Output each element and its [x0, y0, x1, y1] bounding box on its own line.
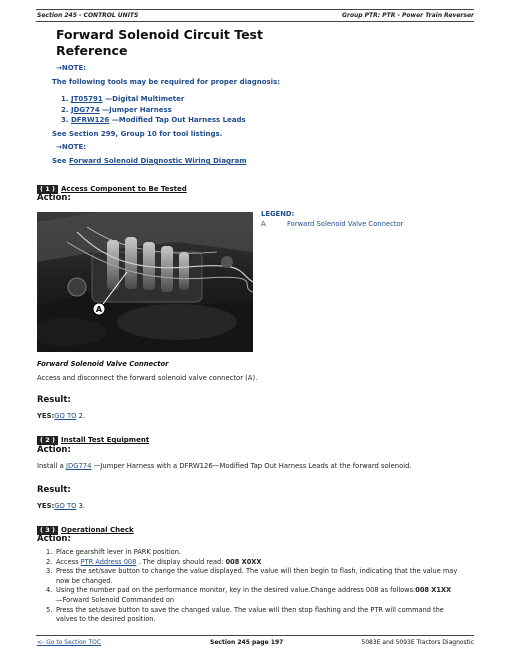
step-number: ( 1 ): [37, 185, 58, 194]
list-item: 2. Access PTR Address 008 . The display should read: 008 X0XX: [46, 557, 262, 566]
tool-item: 3. DFRW126 —Modified Tap Out Harness Leads: [61, 116, 246, 124]
component-photo: [37, 212, 253, 352]
step-title[interactable]: Operational Check: [61, 526, 134, 534]
photo-callout-a: A: [95, 305, 103, 314]
tool-link-jdg774[interactable]: JDG774: [70, 105, 100, 114]
action-heading: Action:: [37, 445, 71, 455]
tool-item: 1. JT05791 —Digital Multimeter: [61, 95, 185, 103]
step-2-result: YES:GO TO 3.: [37, 502, 86, 510]
legend: [261, 210, 403, 229]
ptr-address-link[interactable]: PTR Address 008: [80, 557, 137, 566]
list-item-continued: valves to the desired position.: [56, 615, 156, 624]
list-item-continued: —Forward Solenoid Commanded on: [56, 595, 175, 604]
tool-item: 2. JDG774 —Jumper Harness: [61, 105, 172, 114]
see-section-note: See Section 299, Group 10 for tool listings.: [52, 130, 223, 138]
step-2-action-text: Install a JDG774 —Jumper Harness with a DFRW126—Modified Tap Out Harness Leads at the forward solenoid.: [37, 462, 412, 470]
note-label-2: →NOTE:: [56, 143, 87, 151]
jdg774-link[interactable]: JDG774: [65, 462, 92, 470]
step-number: ( 3 ): [37, 526, 58, 535]
step-1-action-text: Access and disconnect the forward solenoid valve connector (A).: [37, 374, 258, 382]
list-item: 1. Place gearshift lever in PARK position.: [46, 548, 181, 556]
goto-link-3[interactable]: GO TO: [54, 502, 77, 510]
action-heading: Action:: [37, 193, 71, 203]
reference-heading: Reference: [56, 43, 128, 58]
goto-link-2[interactable]: GO TO: [54, 412, 77, 420]
list-item: 3. Press the set/save button to change the value displayed. The value will then begin to flash, indicating that the value may: [46, 567, 458, 576]
tool-link-jt05791[interactable]: JT05791: [70, 95, 103, 103]
photo-caption: Forward Solenoid Valve Connector: [37, 360, 169, 368]
page-number: Section 245 page 197: [210, 639, 284, 646]
header-group: Group PTR: PTR - Power Train Reverser: [341, 12, 474, 19]
legend-title: LEGEND:: [261, 210, 295, 218]
solenoid-photo-illustration: [37, 212, 253, 352]
step-2-heading: [37, 427, 149, 446]
step-title[interactable]: Access Component to Be Tested: [61, 185, 187, 193]
list-item: 4. Using the number pad on the performance monitor, key in the desired value.Change address 008 as follows:008 X1XX: [46, 586, 452, 595]
legend-value: Forward Solenoid Valve Connector: [287, 219, 404, 228]
step-1-result: YES:GO TO 2.: [37, 412, 86, 420]
header-section: Section 245 - CONTROL UNITS: [37, 12, 139, 19]
manual-title: 5083E and 5093E Tractors Diagnostic: [361, 639, 474, 646]
tools-intro: The following tools may be required for proper diagnosis:: [52, 78, 281, 86]
legend-key: A: [261, 219, 266, 228]
list-item-continued: now be changed.: [56, 576, 113, 585]
list-item: 5. Press the set/save button to save the changed value. The value will then stop flashing and the PTR will command the: [46, 605, 444, 614]
wiring-diagram-link[interactable]: Forward Solenoid Diagnostic Wiring Diagram: [68, 157, 247, 165]
step-title[interactable]: Install Test Equipment: [61, 436, 150, 444]
goto-section-toc-link[interactable]: <- Go to Section TOC: [37, 639, 102, 646]
result-heading: Result:: [37, 395, 71, 405]
result-heading: Result:: [37, 485, 71, 495]
tools-list: [61, 94, 246, 126]
see-wiring-line: See Forward Solenoid Diagnostic Wiring Diagram: [52, 157, 247, 165]
step-3-action-list: [46, 548, 476, 625]
step-number: ( 2 ): [37, 436, 58, 445]
action-heading: Action:: [37, 534, 71, 544]
page-title: Forward Solenoid Circuit Test: [56, 27, 263, 42]
tool-link-dfrw126[interactable]: DFRW126: [70, 116, 110, 124]
note-label: →NOTE:: [56, 64, 87, 72]
